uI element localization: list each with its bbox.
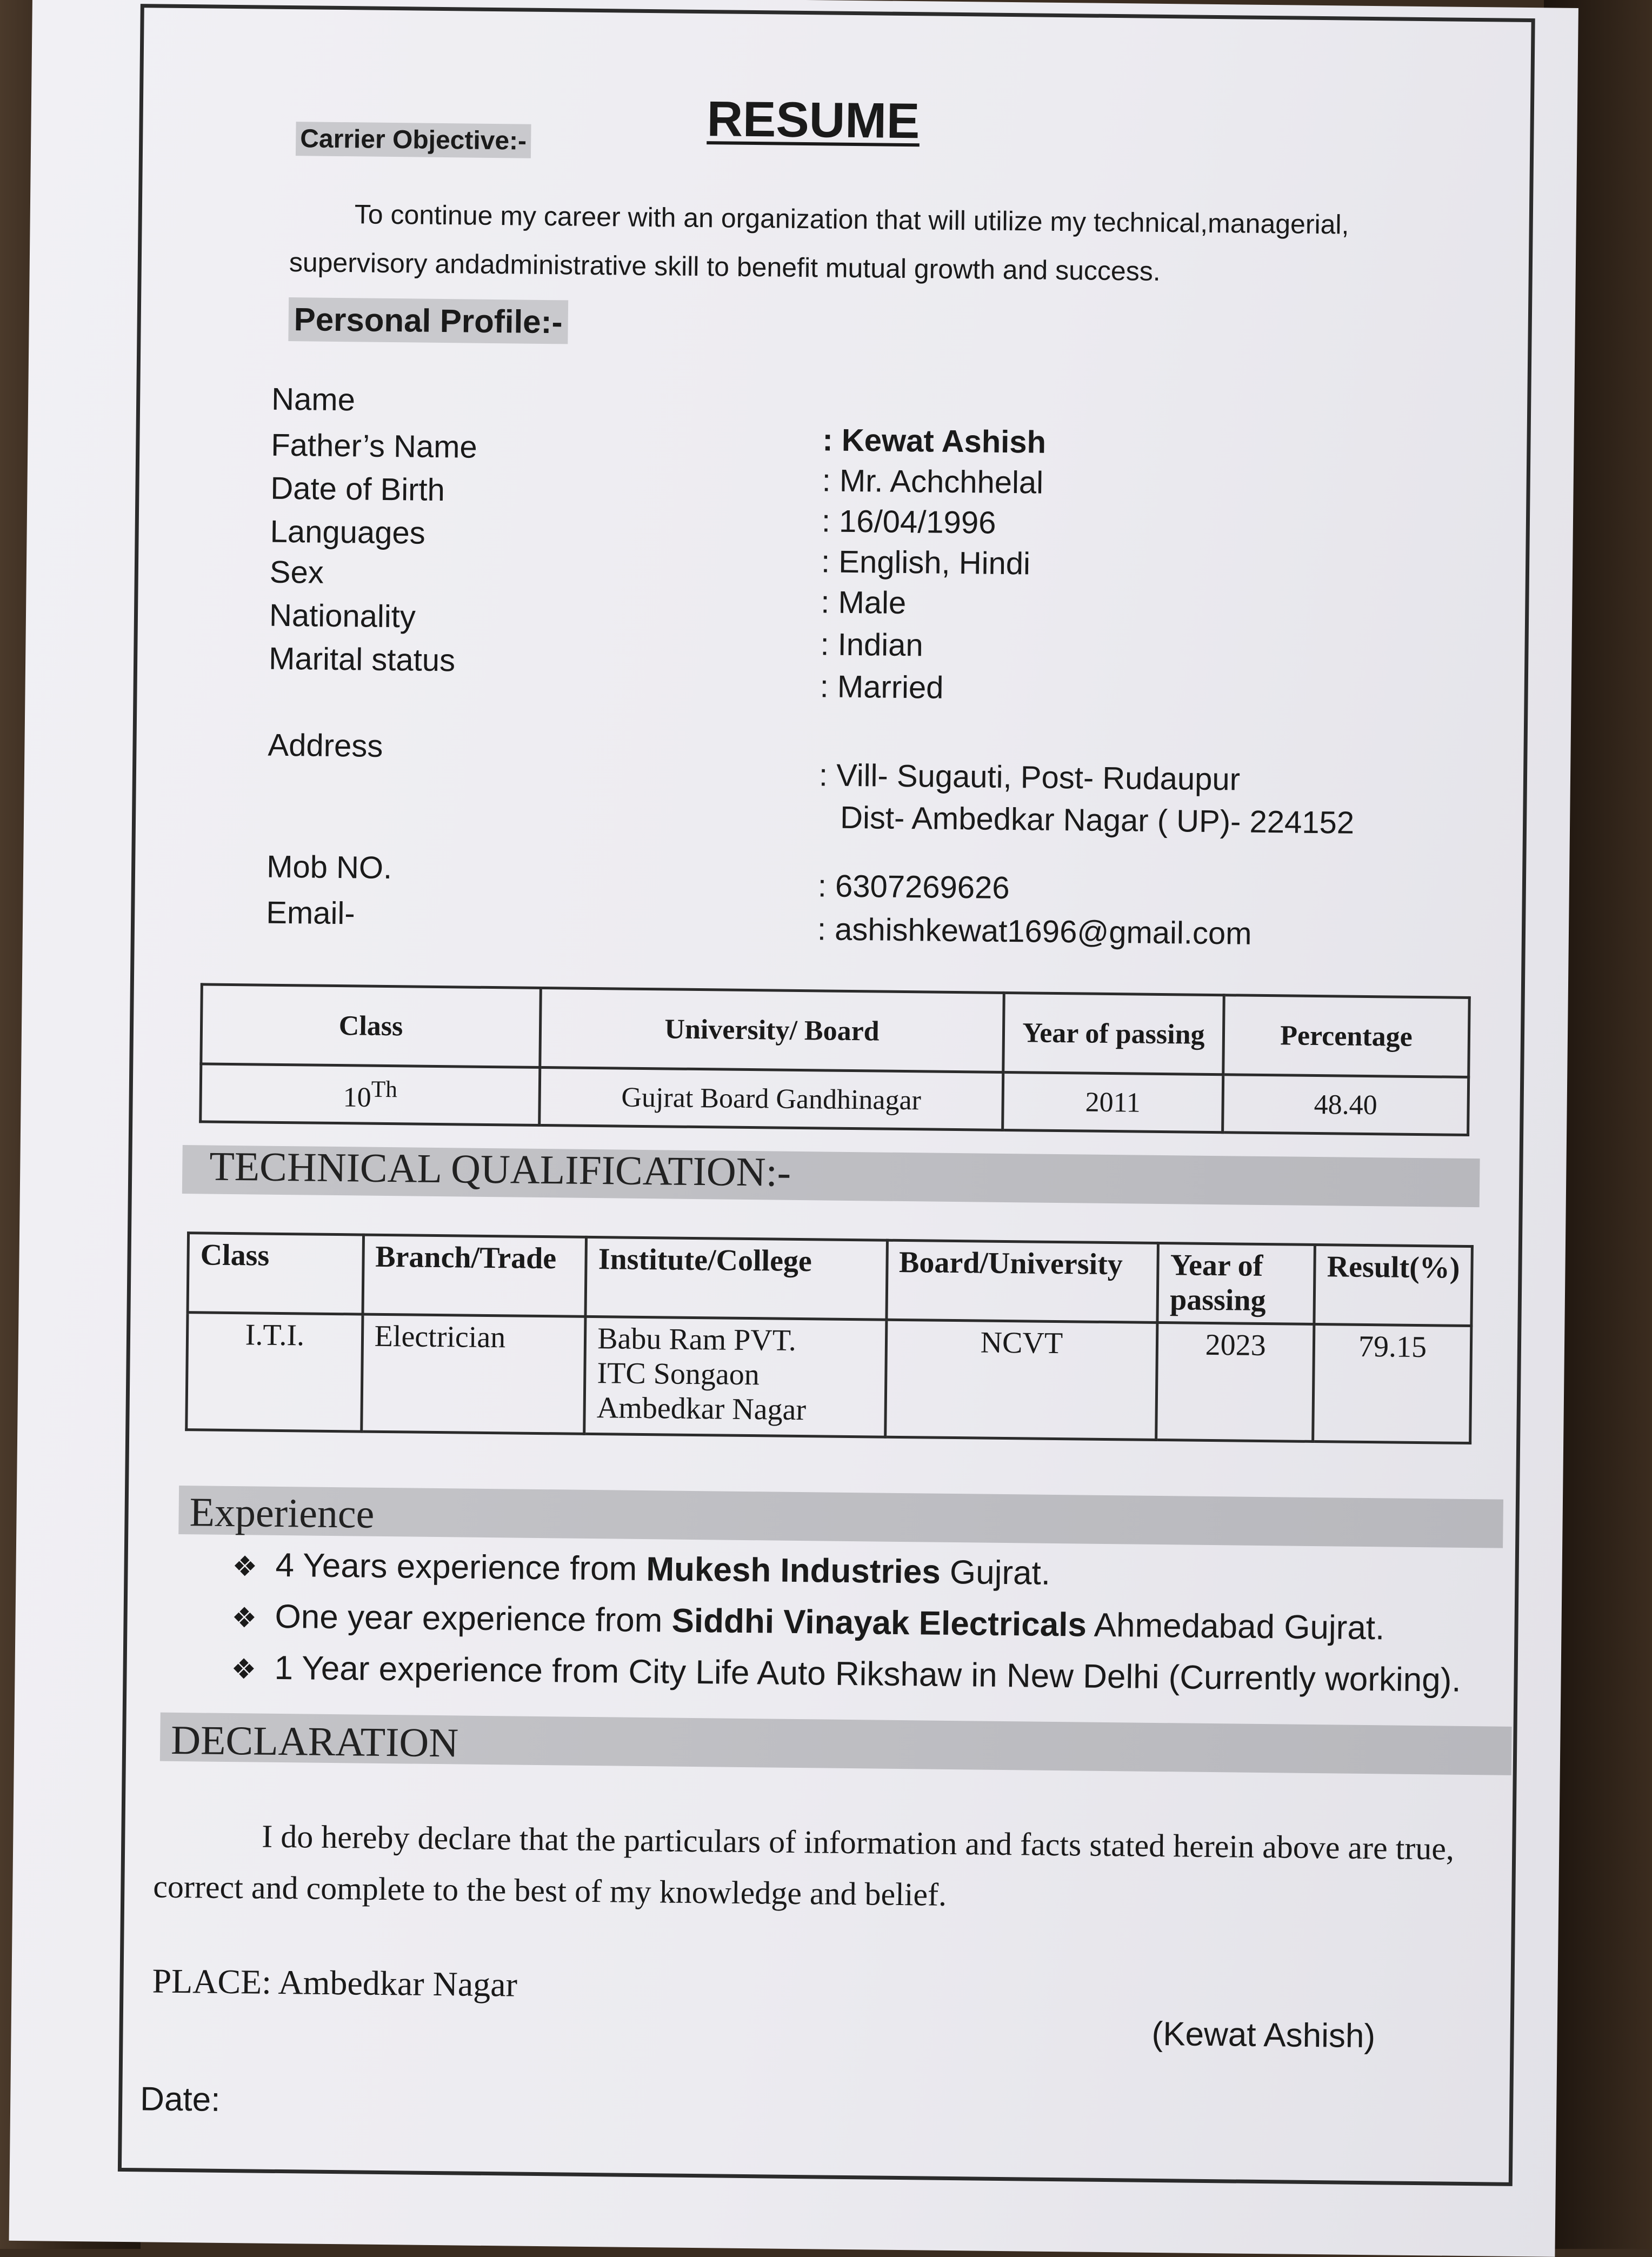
tech-result: 79.15 [1313, 1324, 1471, 1443]
address-line1: : Vill- Sugauti, Post- Rudaupur [818, 757, 1241, 797]
resume-title: RESUME [707, 91, 920, 149]
education-table [199, 983, 1471, 1136]
tech-header-year: Year of passing [1157, 1243, 1315, 1324]
declaration-text: I do hereby declare that the particulars of information and facts stated herein above are true, correct and complete to the best of my knowledge and belief. [153, 1818, 1455, 1913]
address-label: Address [268, 727, 383, 764]
tech-institute-line2: ITC Songaon [597, 1356, 760, 1392]
diamond-bullet-icon: ❖ [232, 1551, 258, 1583]
dob-label: Date of Birth [270, 470, 445, 508]
edu-percentage: 48.40 [1223, 1075, 1469, 1135]
objective-heading: Carrier Objective:- [296, 122, 531, 158]
place-line: PLACE: Ambedkar Nagar [152, 1961, 518, 2004]
objective-text: To continue my career with an organization that will utilize my technical,managerial, supervisory andadministrative skill to benefit mutual growth and success. [289, 199, 1349, 287]
email-value: : ashishkewat1696@gmail.com [817, 911, 1252, 951]
name-label: Name [271, 381, 356, 418]
experience-item-1-location: Gujrat. [940, 1553, 1051, 1592]
edu-header-year: Year of passing [1003, 993, 1224, 1074]
technical-header-row [188, 1233, 1472, 1326]
father-value: : Mr. Achchhelal [822, 463, 1044, 501]
name-value: : Kewat Ashish [822, 422, 1047, 460]
edu-class-cell [201, 1064, 540, 1126]
experience-item-3-text: 1 Year experience from City Life Auto Rikshaw in New Delhi (Currently working). [274, 1649, 1461, 1699]
tech-class: I.T.I. [186, 1313, 363, 1432]
experience-item-1-text: 4 Years experience from [275, 1546, 647, 1588]
nationality-label: Nationality [269, 597, 416, 635]
edu-class: 10 [343, 1082, 371, 1113]
sex-label: Sex [269, 554, 324, 590]
nationality-value: : Indian [820, 627, 924, 663]
tech-header-result: Result(%) [1314, 1244, 1472, 1326]
edu-board: Gujrat Board Gandhinagar [539, 1067, 1003, 1130]
languages-value: : English, Hindi [821, 544, 1031, 582]
tech-institute-line3: Ambedkar Nagar [596, 1391, 807, 1427]
experience-item-2-company: Siddhi Vinayak Electricals [671, 1602, 1087, 1644]
tech-institute [584, 1316, 887, 1437]
table-row [186, 1313, 1471, 1443]
technical-table [185, 1231, 1474, 1444]
tech-header-trade: Branch/Trade [363, 1235, 587, 1316]
technical-heading: TECHNICAL QUALIFICATION:- [209, 1143, 791, 1195]
date-label: Date: [139, 2080, 221, 2119]
edu-header-percentage: Percentage [1223, 995, 1470, 1077]
education-header-row [201, 984, 1469, 1077]
mobile-label: Mob NO. [266, 849, 392, 886]
diamond-bullet-icon: ❖ [231, 1602, 257, 1634]
edu-header-class: Class [201, 984, 541, 1068]
mobile-value: : 6307269626 [817, 868, 1010, 906]
sex-value: : Male [820, 584, 907, 621]
edu-header-board: University/ Board [540, 988, 1004, 1072]
email-label: Email- [265, 895, 355, 931]
experience-heading: Experience [189, 1489, 375, 1537]
declaration-heading: DECLARATION [170, 1717, 459, 1766]
address-line2: Dist- Ambedkar Nagar ( UP)- 224152 [840, 800, 1355, 841]
edu-year: 2011 [1003, 1072, 1223, 1132]
resume-paper [9, 0, 1578, 2257]
diamond-bullet-icon: ❖ [231, 1654, 257, 1686]
tech-header-institute: Institute/College [585, 1237, 887, 1320]
experience-item-2-location: Ahmedabad Gujrat. [1086, 1606, 1385, 1647]
edu-class-suffix: Th [371, 1076, 398, 1103]
experience-item-1-company: Mukesh Industries [646, 1550, 941, 1591]
profile-heading: Personal Profile:- [288, 297, 568, 344]
dob-value: : 16/04/1996 [821, 503, 996, 541]
tech-header-board: Board/University [886, 1240, 1158, 1322]
tech-trade: Electrician [361, 1314, 585, 1434]
tech-header-class: Class [188, 1233, 363, 1314]
experience-item-2-text: One year experience from [275, 1597, 672, 1640]
tech-board: NCVT [885, 1320, 1157, 1440]
marital-label: Marital status [268, 641, 456, 678]
tech-institute-line1: Babu Ram PVT. [597, 1322, 797, 1357]
father-label: Father’s Name [270, 427, 478, 465]
languages-label: Languages [270, 514, 426, 551]
tech-year: 2023 [1156, 1322, 1314, 1441]
signature-name: (Kewat Ashish) [1151, 2015, 1376, 2055]
marital-value: : Married [820, 669, 944, 705]
